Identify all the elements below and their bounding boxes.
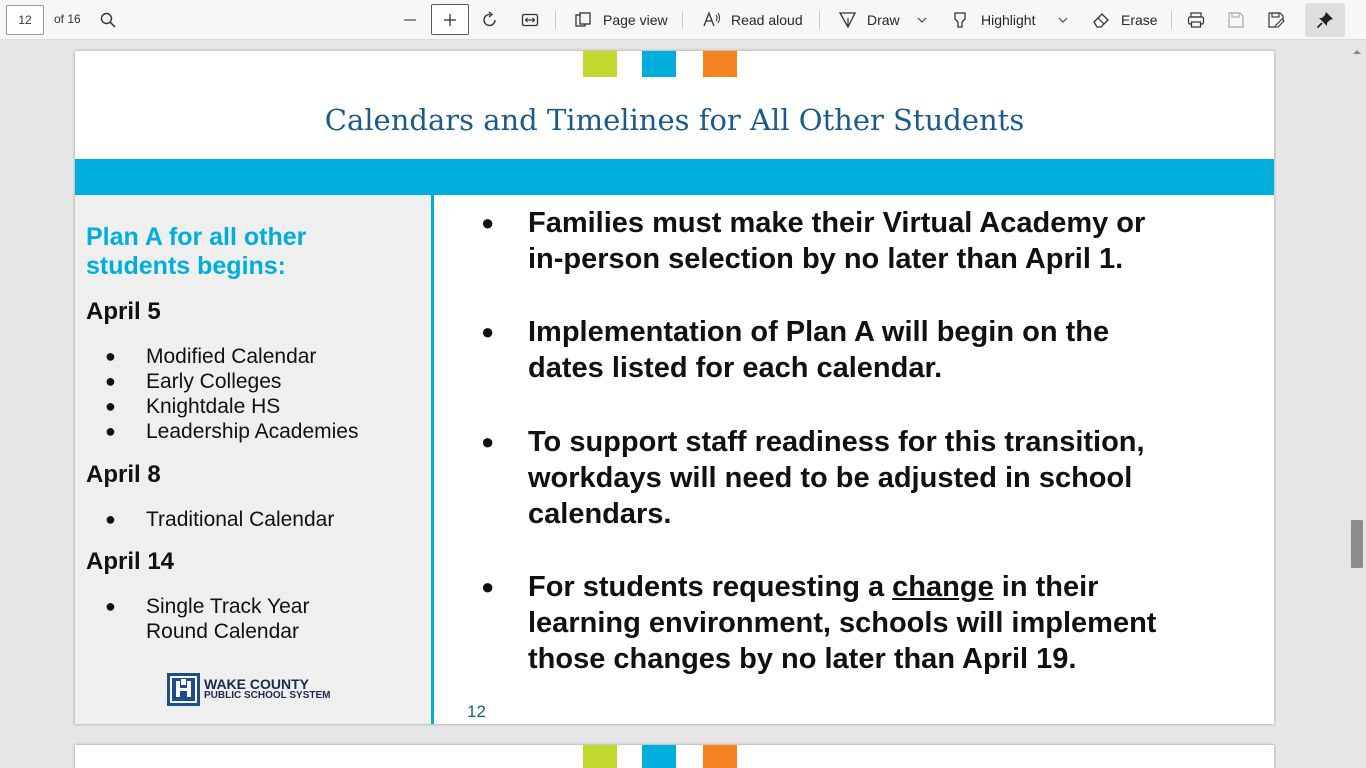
- plan-a-heading: [86, 223, 406, 281]
- page-number-input[interactable]: 12: [6, 5, 44, 35]
- scroll-up-arrow[interactable]: [1352, 44, 1362, 54]
- accent-square-green: [583, 745, 617, 768]
- bullet-line: [528, 569, 1208, 605]
- date-heading: April 5: [86, 298, 161, 325]
- bullet: ●: [105, 509, 116, 529]
- zoom-in-button[interactable]: [431, 4, 469, 35]
- read-aloud-button[interactable]: Read aloud: [731, 12, 803, 28]
- bullet-text: [528, 205, 1208, 277]
- bullet-line: in-person selection by no later than April 1.: [528, 243, 1124, 275]
- plus-icon: [442, 12, 458, 28]
- zoom-out-icon[interactable]: [401, 11, 419, 29]
- text-span: those changes by no later than: [528, 643, 963, 675]
- print-icon[interactable]: [1186, 10, 1206, 30]
- bullet-text: [528, 569, 1208, 677]
- date-heading: April 14: [86, 548, 175, 575]
- draw-icon[interactable]: [838, 10, 858, 30]
- underlined-word: change: [892, 571, 994, 603]
- pin-icon: [1316, 11, 1334, 29]
- bullet-line: Families must make their Virtual Academy or: [528, 207, 1146, 239]
- bullet: ●: [481, 210, 495, 235]
- list-item: Knightdale HS: [146, 395, 281, 418]
- plan-a-heading-line: Plan A for all other: [86, 223, 307, 251]
- bullet: ●: [105, 421, 116, 441]
- date-heading: April 8: [86, 461, 161, 488]
- list-item-line: Round Calendar: [146, 620, 299, 643]
- bullet: ●: [105, 371, 116, 391]
- bullet-line: Implementation of Plan A will begin on the: [528, 316, 1110, 348]
- pin-toolbar-button[interactable]: [1305, 3, 1345, 37]
- page-view-button[interactable]: Page view: [603, 12, 668, 28]
- bullet-text: [528, 424, 1208, 532]
- page-view-icon[interactable]: [574, 11, 592, 29]
- text-span: in their: [993, 571, 1099, 603]
- toolbar-divider: [819, 11, 820, 29]
- chevron-down-icon[interactable]: [1057, 14, 1069, 26]
- save-as-icon[interactable]: [1266, 10, 1286, 30]
- accent-square-blue: [642, 51, 676, 77]
- bullet-line: calendars.: [528, 498, 672, 530]
- fit-width-icon[interactable]: [521, 11, 539, 29]
- list-item-line: Single Track Year: [146, 595, 310, 618]
- text-span: For students requesting a: [528, 571, 893, 603]
- search-icon[interactable]: [99, 11, 117, 29]
- pdf-page: [75, 51, 1274, 724]
- bullet: ●: [105, 396, 116, 416]
- slide-title: Calendars and Timelines for All Other Students: [324, 103, 1025, 137]
- accent-square-green: [583, 51, 617, 77]
- wcpss-logo: [167, 673, 331, 706]
- panel-divider: [431, 195, 434, 724]
- list-item: Leadership Academies: [146, 420, 359, 443]
- read-aloud-icon[interactable]: [702, 10, 722, 30]
- slide-page-number: 12: [467, 702, 486, 721]
- eraser-icon[interactable]: [1091, 10, 1111, 30]
- bullet-line: To support staff readiness for this transition,: [528, 426, 1145, 458]
- list-item: Traditional Calendar: [146, 508, 335, 531]
- highlight-icon[interactable]: [951, 10, 971, 30]
- bullet: ●: [481, 429, 495, 454]
- plan-a-heading-line: students begins:: [86, 252, 287, 280]
- accent-square-orange: [703, 745, 737, 768]
- accent-square-blue: [642, 745, 676, 768]
- bullet: ●: [481, 319, 495, 344]
- logo-text-line2: PUBLIC SCHOOL SYSTEM: [204, 689, 331, 701]
- bullet-text: [528, 314, 1208, 386]
- logo-text-line1: WAKE COUNTY: [204, 675, 309, 692]
- bullet-line: dates listed for each calendar.: [528, 352, 943, 384]
- chevron-down-icon[interactable]: [916, 14, 928, 26]
- accent-square-orange: [703, 51, 737, 77]
- page-count: of 16: [54, 12, 81, 26]
- list-item: Early Colleges: [146, 370, 282, 393]
- header-band: [75, 159, 1274, 195]
- text-span: .: [1068, 643, 1077, 675]
- draw-button[interactable]: Draw: [867, 12, 900, 28]
- bullet: ●: [481, 574, 495, 599]
- pdf-page-next: [75, 745, 1274, 768]
- pdf-toolbar: [0, 0, 1366, 40]
- toolbar-divider: [555, 11, 556, 29]
- list-item: Modified Calendar: [146, 345, 317, 368]
- toolbar-divider: [1171, 11, 1172, 29]
- list-item: [146, 594, 309, 644]
- bullet-line: workdays will need to be adjusted in school: [528, 462, 1133, 494]
- rotate-icon[interactable]: [481, 11, 499, 29]
- erase-button[interactable]: Erase: [1121, 12, 1158, 28]
- bullet: ●: [105, 346, 116, 366]
- bold-date: April 19: [962, 643, 1069, 675]
- wcpss-logo-mark: [167, 673, 200, 706]
- save-icon[interactable]: [1226, 10, 1246, 30]
- bullet: ●: [105, 596, 116, 616]
- scrollbar-thumb[interactable]: [1351, 520, 1363, 568]
- bullet-line: learning environment, schools will implement: [528, 607, 1157, 639]
- toolbar-divider: [682, 11, 683, 29]
- bullet-line: [528, 641, 1208, 677]
- highlight-button[interactable]: Highlight: [981, 12, 1036, 28]
